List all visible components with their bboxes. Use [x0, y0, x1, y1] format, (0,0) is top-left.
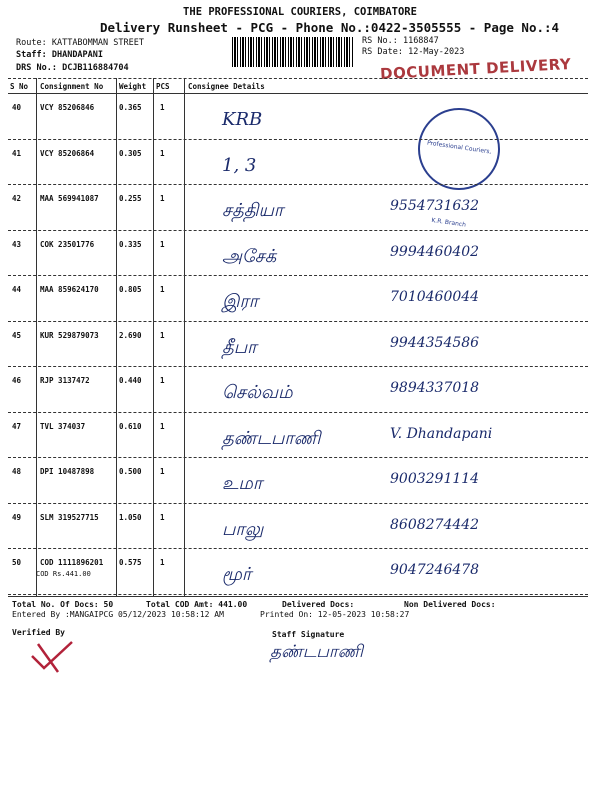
row-cod-amount: COD Rs.441.00	[36, 570, 91, 578]
delivered-docs: Delivered Docs:	[282, 600, 355, 609]
row-signature: தண்டபாணி	[222, 427, 321, 449]
row-consignment-no: KUR 529879073	[40, 330, 99, 340]
row-consignment-no: TVL 374037	[40, 421, 86, 431]
row-signature: அசேக்	[222, 245, 277, 267]
entered-by: Entered By :MANGAIPCG 05/12/2023 10:58:12 AM	[12, 610, 224, 619]
row-phone-note: 8608274442	[390, 516, 480, 533]
row-consignment-no: COD 1111896201	[40, 558, 104, 567]
row-pcs: 1	[160, 103, 165, 112]
row-sno: 44	[12, 285, 22, 294]
row-divider	[8, 230, 588, 231]
row-weight: 0.575	[119, 558, 142, 567]
printed-on: Printed On: 12-05-2023 10:58:27	[260, 610, 410, 619]
row-sno: 48	[12, 467, 22, 476]
row-pcs: 1	[160, 285, 165, 294]
row-divider	[8, 366, 588, 367]
row-pcs: 1	[160, 467, 165, 476]
row-consignment-no: COK 23501776	[40, 239, 95, 249]
company-title: THE PROFESSIONAL COURIERS, COIMBATORE	[183, 6, 417, 18]
branch-seal: Professional Couriers, K.R. Branch	[413, 103, 506, 196]
row-sno: 45	[12, 330, 22, 340]
row-weight: 0.305	[119, 148, 142, 158]
row-divider	[8, 321, 588, 322]
row-weight: 0.610	[119, 421, 142, 431]
row-phone-note: 9944354586	[390, 334, 480, 351]
row-consignment-no: DPI 10487898	[40, 467, 95, 476]
row-signature: பாலு	[222, 518, 264, 540]
table-header-rule	[8, 93, 588, 94]
row-consignment-no: VCY 85206864	[40, 148, 95, 158]
row-weight: 1.050	[119, 512, 142, 522]
row-weight: 0.335	[119, 239, 142, 249]
row-consignment-no: MAA 859624170	[40, 285, 99, 294]
col-pcs: PCS	[156, 82, 170, 91]
row-phone-note: 9003291114	[390, 471, 480, 487]
row-signature: KRB	[222, 109, 263, 130]
row-pcs: 1	[160, 239, 165, 249]
total-docs: Total No. Of Docs: 50	[12, 600, 114, 609]
col-weight: Weight	[119, 82, 147, 91]
col-divider	[116, 78, 117, 596]
col-consignment: Consignment No	[40, 82, 104, 91]
row-consignment-no: RJP 3137472	[40, 376, 90, 385]
row-sno: 43	[12, 239, 22, 249]
row-weight: 0.440	[119, 376, 142, 385]
row-sno: 42	[12, 194, 22, 203]
col-divider	[184, 78, 185, 596]
row-divider	[8, 503, 588, 504]
row-divider	[8, 412, 588, 413]
col-sno: S No	[10, 82, 29, 91]
row-divider	[8, 594, 588, 595]
row-weight: 0.255	[119, 194, 142, 203]
staff-line: Staff: DHANDAPANI	[16, 50, 104, 60]
route-value: KATTABOMMAN STREET	[51, 38, 144, 48]
drs-line: DRS No.: DCJB116884704	[16, 63, 129, 73]
row-divider	[8, 184, 588, 185]
row-phone-note: 7010460044	[390, 289, 480, 305]
row-pcs: 1	[160, 148, 165, 158]
row-pcs: 1	[160, 512, 165, 522]
row-signature: சத்தியா	[222, 200, 284, 221]
row-signature: உமா	[222, 473, 263, 494]
row-sno: 47	[12, 421, 22, 431]
row-weight: 2.690	[119, 330, 142, 340]
table-top-rule	[8, 78, 588, 79]
row-divider	[8, 139, 588, 140]
row-divider	[8, 457, 588, 458]
row-sno: 49	[12, 512, 22, 522]
verified-by-label: Verified By	[12, 628, 65, 637]
route-line: Route: KATTABOMMAN STREET	[16, 38, 144, 48]
col-consignee: Consignee Details	[188, 82, 265, 91]
row-pcs: 1	[160, 376, 165, 385]
row-phone-note: 9994460402	[390, 243, 480, 260]
row-weight: 0.500	[119, 467, 142, 476]
col-divider	[153, 78, 154, 596]
rs-date-line: RS Date: 12-May-2023	[362, 47, 465, 57]
row-pcs: 1	[160, 421, 165, 431]
row-divider	[8, 275, 588, 276]
row-weight: 0.805	[119, 285, 142, 294]
rs-no-value: 1168847	[402, 36, 439, 46]
barcode	[232, 37, 354, 67]
row-divider	[8, 548, 588, 549]
row-pcs: 1	[160, 194, 165, 203]
row-weight: 0.365	[119, 103, 142, 112]
row-phone-note: 9554731632	[390, 198, 480, 214]
drs-value: DCJB116884704	[62, 63, 129, 73]
row-phone-note: 9047246478	[390, 562, 480, 578]
rs-date-value: 12-May-2023	[408, 47, 465, 57]
row-signature: மூர்	[222, 564, 252, 585]
staff-signature: தண்டபாணி	[270, 642, 364, 662]
document-delivery-stamp: DOCUMENT DELIVERY	[379, 55, 572, 83]
row-consignment-no: SLM 319527715	[40, 512, 99, 522]
row-sno: 40	[12, 103, 22, 112]
row-signature: செல்வம்	[222, 382, 293, 403]
col-divider	[36, 78, 37, 596]
row-sno: 41	[12, 148, 22, 158]
row-pcs: 1	[160, 558, 165, 567]
runsheet-subtitle: Delivery Runsheet - PCG - Phone No.:0422-3505555 - Page No.:4	[100, 20, 560, 35]
staff-signature-label: Staff Signature	[272, 630, 345, 639]
verified-tick-mark	[28, 638, 78, 674]
staff-value: DHANDAPANI	[51, 50, 104, 60]
row-consignment-no: MAA 569941087	[40, 194, 99, 203]
row-consignment-no: VCY 85206846	[40, 103, 95, 112]
row-sno: 46	[12, 376, 22, 385]
footer-rule	[8, 596, 588, 597]
row-signature: தீபா	[222, 336, 257, 358]
total-cod: Total COD Amt: 441.00	[146, 600, 248, 609]
row-sno: 50	[12, 558, 22, 567]
non-delivered-docs: Non Delivered Docs:	[404, 600, 496, 609]
rs-no-line: RS No.: 1168847	[362, 36, 439, 46]
row-signature: 1, 3	[222, 154, 257, 176]
row-phone-note: 9894337018	[390, 380, 480, 396]
row-pcs: 1	[160, 330, 165, 340]
row-phone-note: V. Dhandapani	[390, 425, 493, 442]
row-signature: இரா	[222, 291, 259, 312]
